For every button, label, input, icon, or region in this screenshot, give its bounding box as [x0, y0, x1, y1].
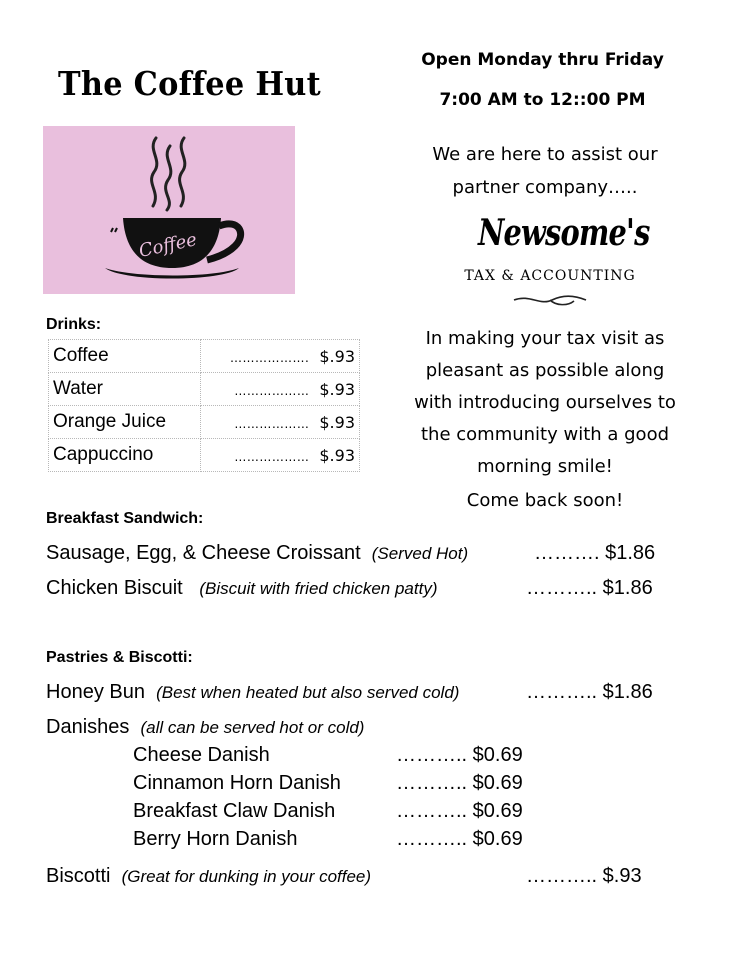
- item-price: ……….. $1.86: [526, 577, 653, 599]
- item-price: ……….. $1.86: [526, 681, 653, 703]
- danish-name: Berry Horn Danish: [133, 828, 298, 850]
- list-item: [46, 542, 468, 565]
- come-back-message: Come back soon!: [466, 490, 624, 511]
- drinks-heading: Drinks:: [46, 316, 102, 333]
- item-price: ………. $1.86: [534, 542, 656, 564]
- partner-name: Newsome's: [478, 212, 650, 254]
- item-note: (Best when heated but also served cold): [156, 683, 460, 702]
- drink-name: Orange Juice: [49, 406, 201, 439]
- item-name: Danishes: [46, 716, 130, 738]
- drink-price: $.93: [319, 445, 355, 465]
- danish-name: Breakfast Claw Danish: [133, 800, 336, 822]
- logo-coffee-text: Coffee: [137, 229, 199, 262]
- table-row: [49, 439, 360, 472]
- drink-name: Coffee: [49, 340, 201, 373]
- assist-message: We are here to assist our partner company…..: [432, 144, 658, 198]
- coffee-cup-logo: [43, 126, 295, 294]
- drink-name: Cappuccino: [49, 439, 201, 472]
- item-note: (Served Hot): [371, 544, 469, 563]
- item-price: ……….. $.93: [526, 865, 642, 887]
- danish-name: Cinnamon Horn Danish: [133, 772, 341, 794]
- item-note: (Great for dunking in your coffee): [121, 867, 372, 886]
- drink-dots: ………………: [234, 416, 310, 431]
- item-name: Sausage, Egg, & Cheese Croissant: [46, 542, 361, 564]
- drinks-table: [48, 339, 360, 472]
- breakfast-heading: Breakfast Sandwich:: [46, 510, 204, 527]
- list-item: [46, 681, 459, 704]
- partner-subtitle: TAX & ACCOUNTING: [464, 268, 636, 284]
- drink-name: Water: [49, 373, 201, 406]
- item-note: (Biscuit with fried chicken patty): [199, 579, 438, 598]
- drink-price: $.93: [319, 412, 355, 432]
- list-item: [46, 716, 364, 739]
- item-name: Biscotti: [46, 865, 111, 887]
- item-name: Chicken Biscuit: [46, 577, 183, 599]
- danish-price: ……….. $0.69: [396, 744, 523, 766]
- drink-dots: ……………….: [230, 350, 310, 365]
- table-row: [49, 406, 360, 439]
- item-name: Honey Bun: [46, 681, 145, 703]
- danish-name: Cheese Danish: [133, 744, 270, 766]
- coffee-cup-icon: [43, 126, 295, 294]
- tax-message: In making your tax visit as pleasant as possible along with introducing ourselves to the community with a good morning smile!: [414, 328, 676, 477]
- drink-dots: ………………: [234, 449, 310, 464]
- page-title: The Coffee Hut: [58, 64, 321, 103]
- drink-dots: ………………: [234, 383, 310, 398]
- hours-time: 7:00 AM to 12::00 PM: [439, 90, 646, 110]
- danish-price: ……….. $0.69: [396, 772, 523, 794]
- list-item: [46, 577, 437, 600]
- drink-price: $.93: [319, 346, 355, 366]
- table-row: [49, 340, 360, 373]
- flourish-icon: [510, 292, 590, 308]
- danish-price: ……….. $0.69: [396, 800, 523, 822]
- hours-days: Open Monday thru Friday: [421, 50, 664, 70]
- list-item: [46, 865, 371, 888]
- item-note: (all can be served hot or cold): [140, 718, 365, 737]
- pastries-heading: Pastries & Biscotti:: [46, 649, 193, 666]
- drink-price: $.93: [319, 379, 355, 399]
- table-row: [49, 373, 360, 406]
- danish-price: ……….. $0.69: [396, 828, 523, 850]
